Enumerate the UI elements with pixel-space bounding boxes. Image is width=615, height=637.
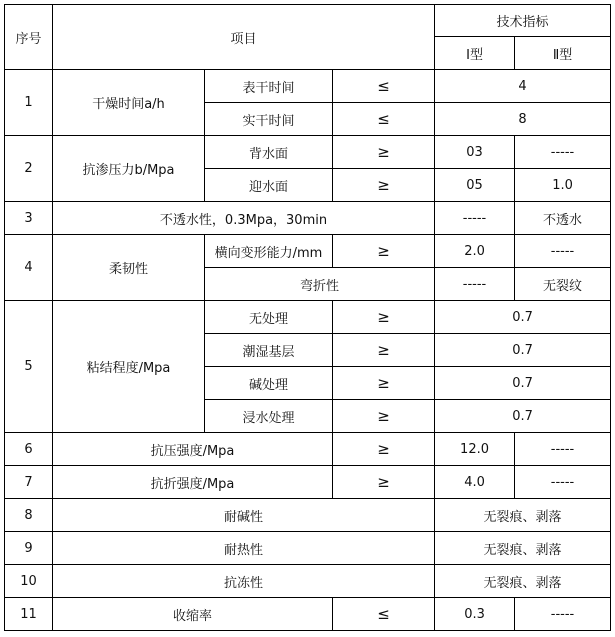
row-number: 1 xyxy=(5,70,53,136)
row-number: 3 xyxy=(5,202,53,235)
item-name: 粘结程度/Mpa xyxy=(53,301,205,433)
header-seq: 序号 xyxy=(5,5,53,70)
comparison-symbol: ≥ xyxy=(333,169,435,202)
spec-value: 8 xyxy=(435,103,611,136)
sub-item: 横向变形能力/mm xyxy=(205,235,333,268)
sub-item: 迎水面 xyxy=(205,169,333,202)
comparison-symbol: ≤ xyxy=(333,598,435,631)
spec-table xyxy=(4,4,611,631)
sub-item: 碱处理 xyxy=(205,367,333,400)
row-number: 5 xyxy=(5,301,53,433)
header-type2: Ⅱ型 xyxy=(515,37,611,70)
comparison-symbol: ≥ xyxy=(333,367,435,400)
type1-value: 0.3 xyxy=(435,598,515,631)
row-number: 6 xyxy=(5,433,53,466)
row-number: 2 xyxy=(5,136,53,202)
item-name: 不透水性，0.3Mpa，30min xyxy=(53,202,435,235)
item-name: 干燥时间a/h xyxy=(53,70,205,136)
comparison-symbol: ≥ xyxy=(333,334,435,367)
type2-value: ----- xyxy=(515,433,611,466)
type1-value: 4.0 xyxy=(435,466,515,499)
item-name: 抗冻性 xyxy=(53,565,435,598)
sub-item: 弯折性 xyxy=(205,268,435,301)
type1-value: 05 xyxy=(435,169,515,202)
comparison-symbol: ≥ xyxy=(333,466,435,499)
comparison-symbol: ≤ xyxy=(333,70,435,103)
type2-value: 1.0 xyxy=(515,169,611,202)
spec-value: 无裂痕、剥落 xyxy=(435,532,611,565)
row-number: 8 xyxy=(5,499,53,532)
row-number: 9 xyxy=(5,532,53,565)
comparison-symbol: ≥ xyxy=(333,400,435,433)
sub-item: 浸水处理 xyxy=(205,400,333,433)
row-number: 7 xyxy=(5,466,53,499)
spec-value: 0.7 xyxy=(435,334,611,367)
type1-value: ----- xyxy=(435,202,515,235)
comparison-symbol: ≥ xyxy=(333,433,435,466)
spec-value: 无裂痕、剥落 xyxy=(435,499,611,532)
item-name: 收缩率 xyxy=(53,598,333,631)
row-number: 10 xyxy=(5,565,53,598)
comparison-symbol: ≥ xyxy=(333,235,435,268)
type2-value: ----- xyxy=(515,466,611,499)
comparison-symbol: ≥ xyxy=(333,301,435,334)
item-name: 耐碱性 xyxy=(53,499,435,532)
header-item: 项目 xyxy=(53,5,435,70)
type2-value: ----- xyxy=(515,235,611,268)
item-name: 抗折强度/Mpa xyxy=(53,466,333,499)
header-type1: Ⅰ型 xyxy=(435,37,515,70)
sub-item: 无处理 xyxy=(205,301,333,334)
spec-value: 0.7 xyxy=(435,367,611,400)
sub-item: 实干时间 xyxy=(205,103,333,136)
type1-value: 2.0 xyxy=(435,235,515,268)
type2-value: 不透水 xyxy=(515,202,611,235)
item-name: 柔韧性 xyxy=(53,235,205,301)
sub-item: 表干时间 xyxy=(205,70,333,103)
type2-value: 无裂纹 xyxy=(515,268,611,301)
sub-item: 潮湿基层 xyxy=(205,334,333,367)
sub-item: 背水面 xyxy=(205,136,333,169)
item-name: 抗渗压力b/Mpa xyxy=(53,136,205,202)
row-number: 11 xyxy=(5,598,53,631)
spec-value: 4 xyxy=(435,70,611,103)
type1-value: ----- xyxy=(435,268,515,301)
spec-value: 0.7 xyxy=(435,301,611,334)
comparison-symbol: ≤ xyxy=(333,103,435,136)
item-name: 耐热性 xyxy=(53,532,435,565)
type1-value: 12.0 xyxy=(435,433,515,466)
type2-value: ----- xyxy=(515,598,611,631)
spec-value: 0.7 xyxy=(435,400,611,433)
type1-value: 03 xyxy=(435,136,515,169)
type2-value: ----- xyxy=(515,136,611,169)
item-name: 抗压强度/Mpa xyxy=(53,433,333,466)
row-number: 4 xyxy=(5,235,53,301)
spec-value: 无裂痕、剥落 xyxy=(435,565,611,598)
comparison-symbol: ≥ xyxy=(333,136,435,169)
header-spec: 技术指标 xyxy=(435,5,611,37)
